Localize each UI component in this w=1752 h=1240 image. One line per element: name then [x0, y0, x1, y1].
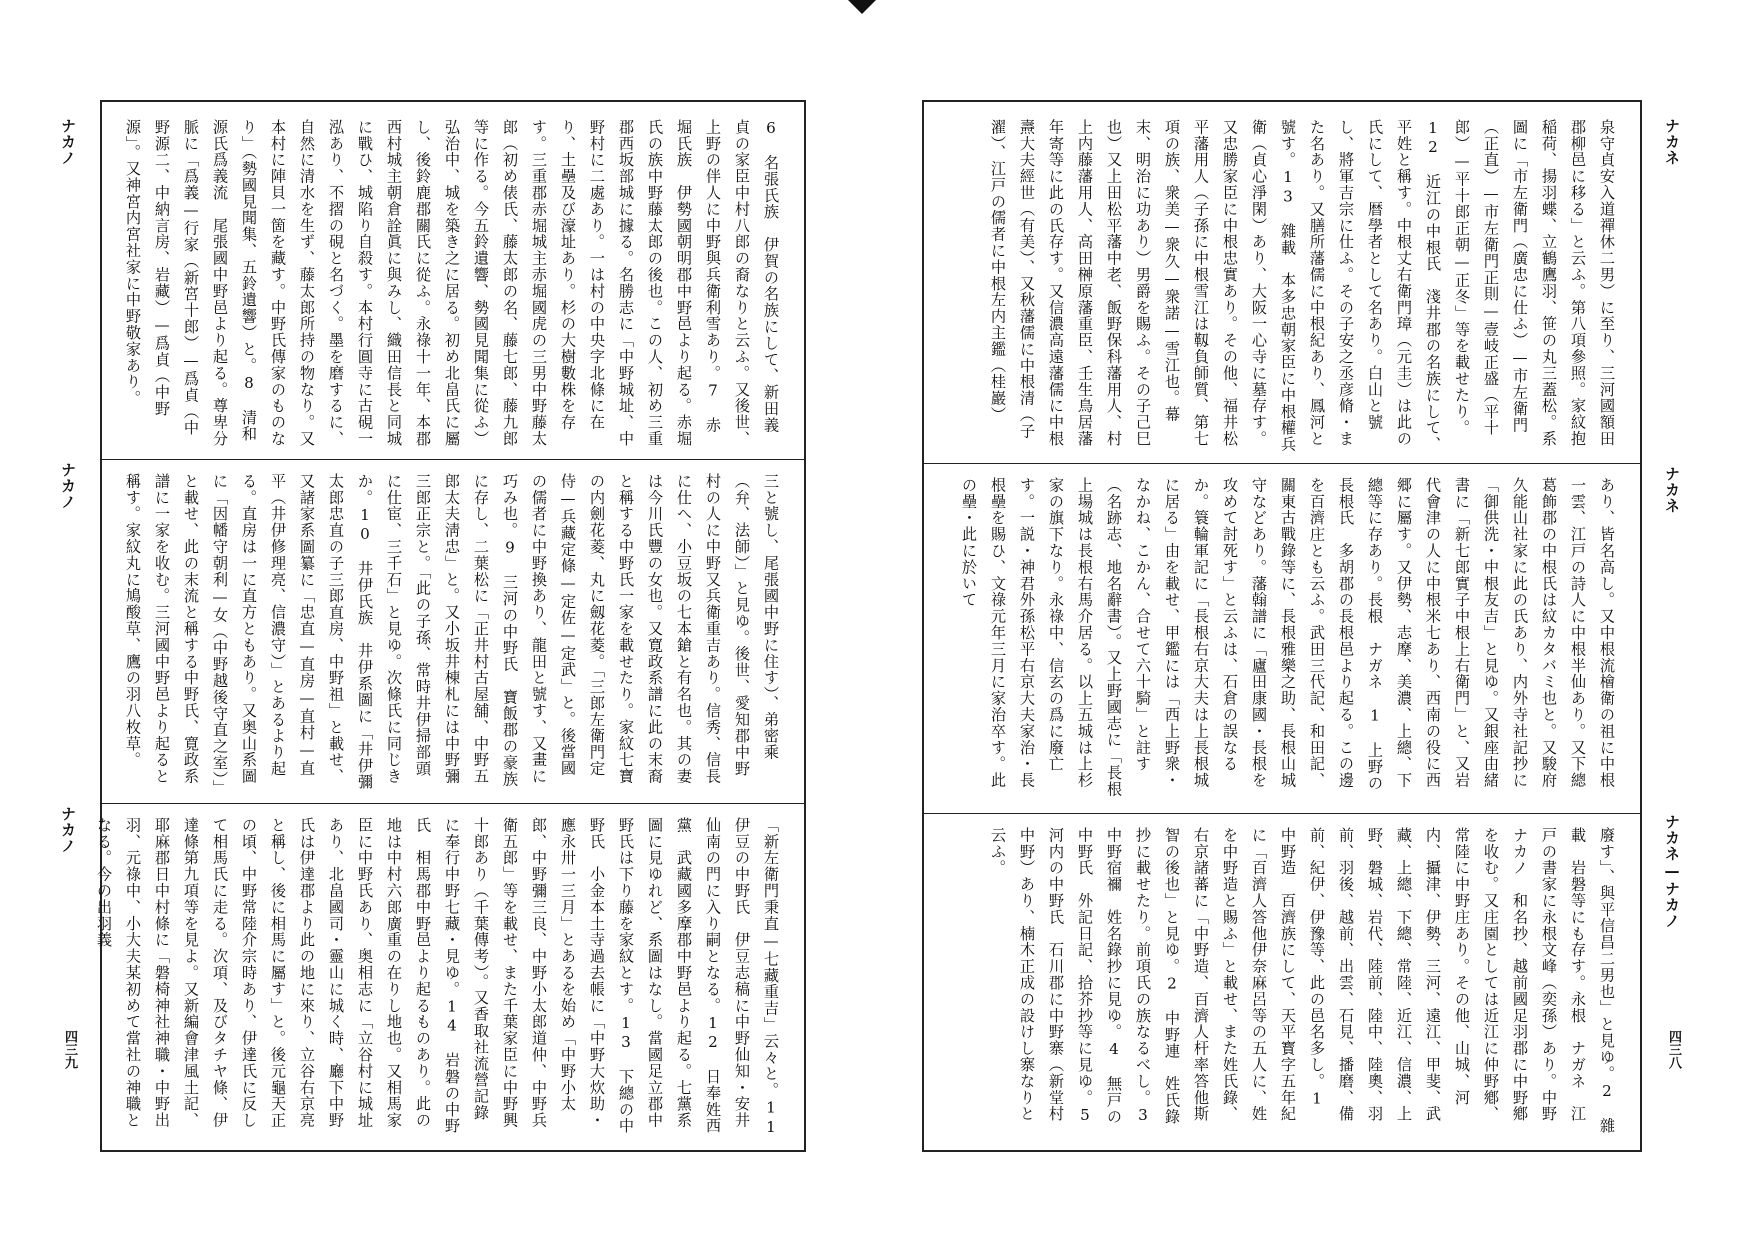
left-section-divider-1 [101, 459, 805, 460]
left-section-2-text: 三と號し、尾張國中野に住す）、弟密乘（弁、法師）」と見ゆ。後世、愛知郡中野村の人に中野又兵衛重吉あり。信秀、信長に仕へ、小豆坂の七本鎗と有名也。其の妻は今川氏豐の女也。又寛政系譜に此の末裔と稱する中野氏一家を載せたり。家紋七寶の内劍花菱、丸に劔花菱。「三郎左衛門定侍—兵藏定條—定佐—定武」と。後當國の儒者に中野換あり、龍田と號す、又畫に巧み也。9 三河の中野氏 寶飯郡の豪族に存し、二葉松に「正井村古屋舖、中野五郎太夫淸忠」と。又小坂井棟札には中野彌三郎正宗と。「此の子孫、常時井伊掃部頭に仕宦、三千石」と見ゆ。次條氏に同じきか。10 井伊氏族 井伊系圖に「井伊彌太郎忠直の子三郎直房、中野祖」と載せ、又諸家系圖纂に「忠直—直房—直村—直平（井伊修理亮、信濃守）」とあるより起る。直房は一に直方ともあり。又奥山系圖に「因幡守朝利—女（中野越後守直之室）」と載せ、此の末流と稱する中野氏、寛政系譜に一家を收む。三河國中野邑より起ると稱す。家紋丸に鳩酸草、鷹の羽八枚草。 [124, 473, 780, 791]
right-page [922, 100, 1642, 1152]
right-section-1-text: 泉守貞安入道禪休二男）に至り、三河國額田郡柳邑に移る」と云ふ。第八項參照。家紋抱稲荷、揚羽蝶、立鶴鷹羽、笹の丸三蓋松。系圖に「市左衛門（廣忠に仕ふ）—市左衛門（正直）—市左衛門正則—壹岐正盛（平十郎）—平十郎正朝—正冬」等を載せたり。12 近江の中根氏 淺井郡の名族にして、平姓と稱す。中根丈右衛門璋（元圭）は此の氏にして、暦學者として名あり。白山と號し、將軍吉宗に仕ふ。その子安之丞彦脩・また名あり。又膳所藩儒に中根紀あり、鳳河と號す。13 雜載 本多忠朝家臣に中根權兵衛（貞心淨閑）あり、大阪一心寺に墓存す。又忠勝家臣に中根忠實あり。その他、福井松平藩用人（子孫に中根雪江は靱負師質、第七項の族、衆美—衆久—衆諾—雪江也。幕末、明治に功あり）男爵を賜ふ。その子己巳也）又上田松平藩中老、飯野保科藩用人、村上内藤藩用人、高田榊原藩重臣、壬生鳥居藩年寄等に此の氏存す。又信濃高遠藩儒に中根燾大夫經世（有美）、又秋藩儒に中根清（子濯）、江戸の儒者に中根左内主鑑（桂巖） [989, 119, 1616, 453]
right-running-head-3: ナカネ—ナカノ [1663, 814, 1681, 929]
right-page-number: 四三八 [1666, 1030, 1681, 1069]
right-running-head-2: ナカネ [1663, 466, 1681, 514]
left-running-head-1: ナカノ [59, 118, 77, 166]
left-section-3-text: 「新左衛門秉直—七藏重吉」云々と。11 伊豆の中野氏 伊豆志稿に中野仙知・安井仙南の門に入り嗣となる。12 日奉姓西黨 武藏國多摩郡中野邑より起る。七黨系圖に見ゆれど、系圖はなし。當國足立郡中野氏は下り藤を家紋とす。13 下總の中野氏 小金本土寺過去帳に「中野大炊助・應永卅一三月」とあるを始め「中野小太郎、中野彌三良、中野小太郎道仲、中野兵衛五郎」等を載せ、また千葉家臣に中野興十郎あり（千葉傳考）。又香取社流營記錄に奉行中野七藏・見ゆ。14 岩磐の中野氏 相馬郡中野邑より起るものあり。此の地は中村六郎廣重の在りし地也。又相馬家臣に中野氏あり、奥相志に「立谷村に城址あり、北畠國司・靈山に城く時、廳下中野氏は伊達郡より此の地に來り、立谷右京亮と稱し、後に相馬に屬す」と。後元龜天正の頃、中野常陸介宗時あり、伊達氏に反して相馬氏に走る。次項、及びタチヤ條、伊達條第九項等を見よ。又新編會津風土記、耶麻郡日中村條に「磐椅神社神職・中野出羽、元祿中、小大夫某初めて當社の神職となる。今の出羽義 [95, 817, 780, 1154]
right-section-3-text: 廢す」、與平信昌二男也」と見ゆ。2 雜載 岩磐等にも存す。永根 ナガネ 江戸の書家に永根文峰（奕孫）あり。中野 ナカノ 和名抄、越前國足羽郡に中野鄕を收む。又庄園としては近江に仲野鄕、常陸に中野庄あり。その他、山城、河内、攝津、伊勢、三河、遠江、甲斐、武藏、上總、下總、常陸、近江、信濃、上野、磐城、岩代、陸前、陸中、陸奧、羽前、羽後、越前、出雲、石見、播磨、備前、紀伊、伊豫等、此の邑名多し。1 中野造 百濟族にして、天平寳字五年紀に「百濟人答他伊奈麻呂等の五人に、姓を中野造と賜ふ」と載せ、また姓氏錄、右京諸蕃に「中野造、百濟人杆率答他斯智の後也」と見ゆ。2 中野連 姓氏錄抄に載せたり。前項氏の族なるべし。3 中野宿禰 姓名錄抄に見ゆ。4 無戸の中野氏 外記日記、拾芥抄等に見ゆ。5 河内の中野氏 石川郡に中野寨（新堂村中野）あり、楠木正成の設けし寨なりと云ふ。 [989, 827, 1616, 1142]
right-section-divider-1 [923, 463, 1641, 464]
left-running-head-3: ナカノ [59, 806, 77, 854]
left-section-divider-2 [101, 803, 805, 804]
left-running-head-2: ナカノ [59, 462, 77, 510]
fold-marker [848, 0, 876, 14]
right-section-divider-2 [923, 813, 1641, 814]
right-section-2-text: あり、皆名高し。又中根流檜衛の祖に中根一雲、江戸の詩人に中根半仙あり。又下總葛飾郡の中根氏は紋カタバミ也と。又駿府久能山社家に此の氏あり、内外寺社記抄に「御供洗・中根友吉」と見ゆ。又銀座由緒書に「新七郎實子中根上右衛門」と、又岩代會津の人に中根米七あり、西南の役に西郷に屬す。又伊勢、志摩、美濃、上總、下總等に存あり。長根 ナガネ 1 上野の長根氏 多胡郡の長根邑より起る。この邊を百濟庄とも云ふ。武田三代記、和田記、關東古戰錄等に、長根雅樂之助、長根山城守などあり。藩翰譜に「廬田康國・長根を攻めて討死す」と云ふは、石倉の誤なるか。簑輪軍記に「長根右京大夫は上長根城に居る」由を載せ、甲鑑には「西上野衆・なかね、こかん、合せて六十騎」と註す（名跡志、地名辭書）。又上野國志に「長根上場城は長根右馬介居る。以上五城は上杉家の旗下なり。永祿中、信玄の爲に廢亡す。一説・神君外孫松平右京大夫家治・長根壘を賜ひ、文祿元年三月に家治卒す。此の壘・此に於いて [960, 477, 1616, 798]
left-page [95, 100, 806, 1154]
right-running-head-1: ナカネ [1663, 118, 1681, 166]
left-page-number: 四三九 [62, 1030, 77, 1069]
left-section-1-text: 6 名張氏族 伊賀の名族にして、新田義貞の家臣中村八郎の裔なりと云ふ。又後世、上野の伴人に中野與兵衛利雪あり。7 赤堀氏族 伊勢國朝明郡中野邑より起る。赤堀氏の族中野藤太郎の後也。この人、初め三重郡西坂部城に據る。名勝志に「中野城址、中野村に二處あり。一は村の中央字北條に在り、土壘及び濠址あり。杉の大樹數株を存す。三重郡赤堀城主赤堀國虎の三男中野藤太郎（初め俵氏、藤太郎の名、藤七郎、藤九郎等に作る。今五鈴遺響、勢國見聞集に從ふ）弘治中、城を築き之に居る。初め北畠氏に屬し、後鈴鹿郡關氏に從ふ。永祿十一年、本郡西村城主朝倉詮眞に與みし、織田信長と同城に戰ひ、城陷り自殺す。本村行圓寺に古硯一泓あり、不摺の硯と名づく。墨を磨するに、自然に清水を生ず、藤太郎所持の物なり。又本村に陣貝一箇を藏す。中野氏傳家のものなり」（勢國見聞集、五鈴遺響）と。8 清和源氏爲義流 尾張國中野邑より起る。尊卑分脈に「爲義—行家（新宮十郎）—爲貞（中野源二、中納言房、岩藏）—爲貞（中野源」。又神宮内宮社家に中野敬家あり。 [124, 119, 780, 447]
